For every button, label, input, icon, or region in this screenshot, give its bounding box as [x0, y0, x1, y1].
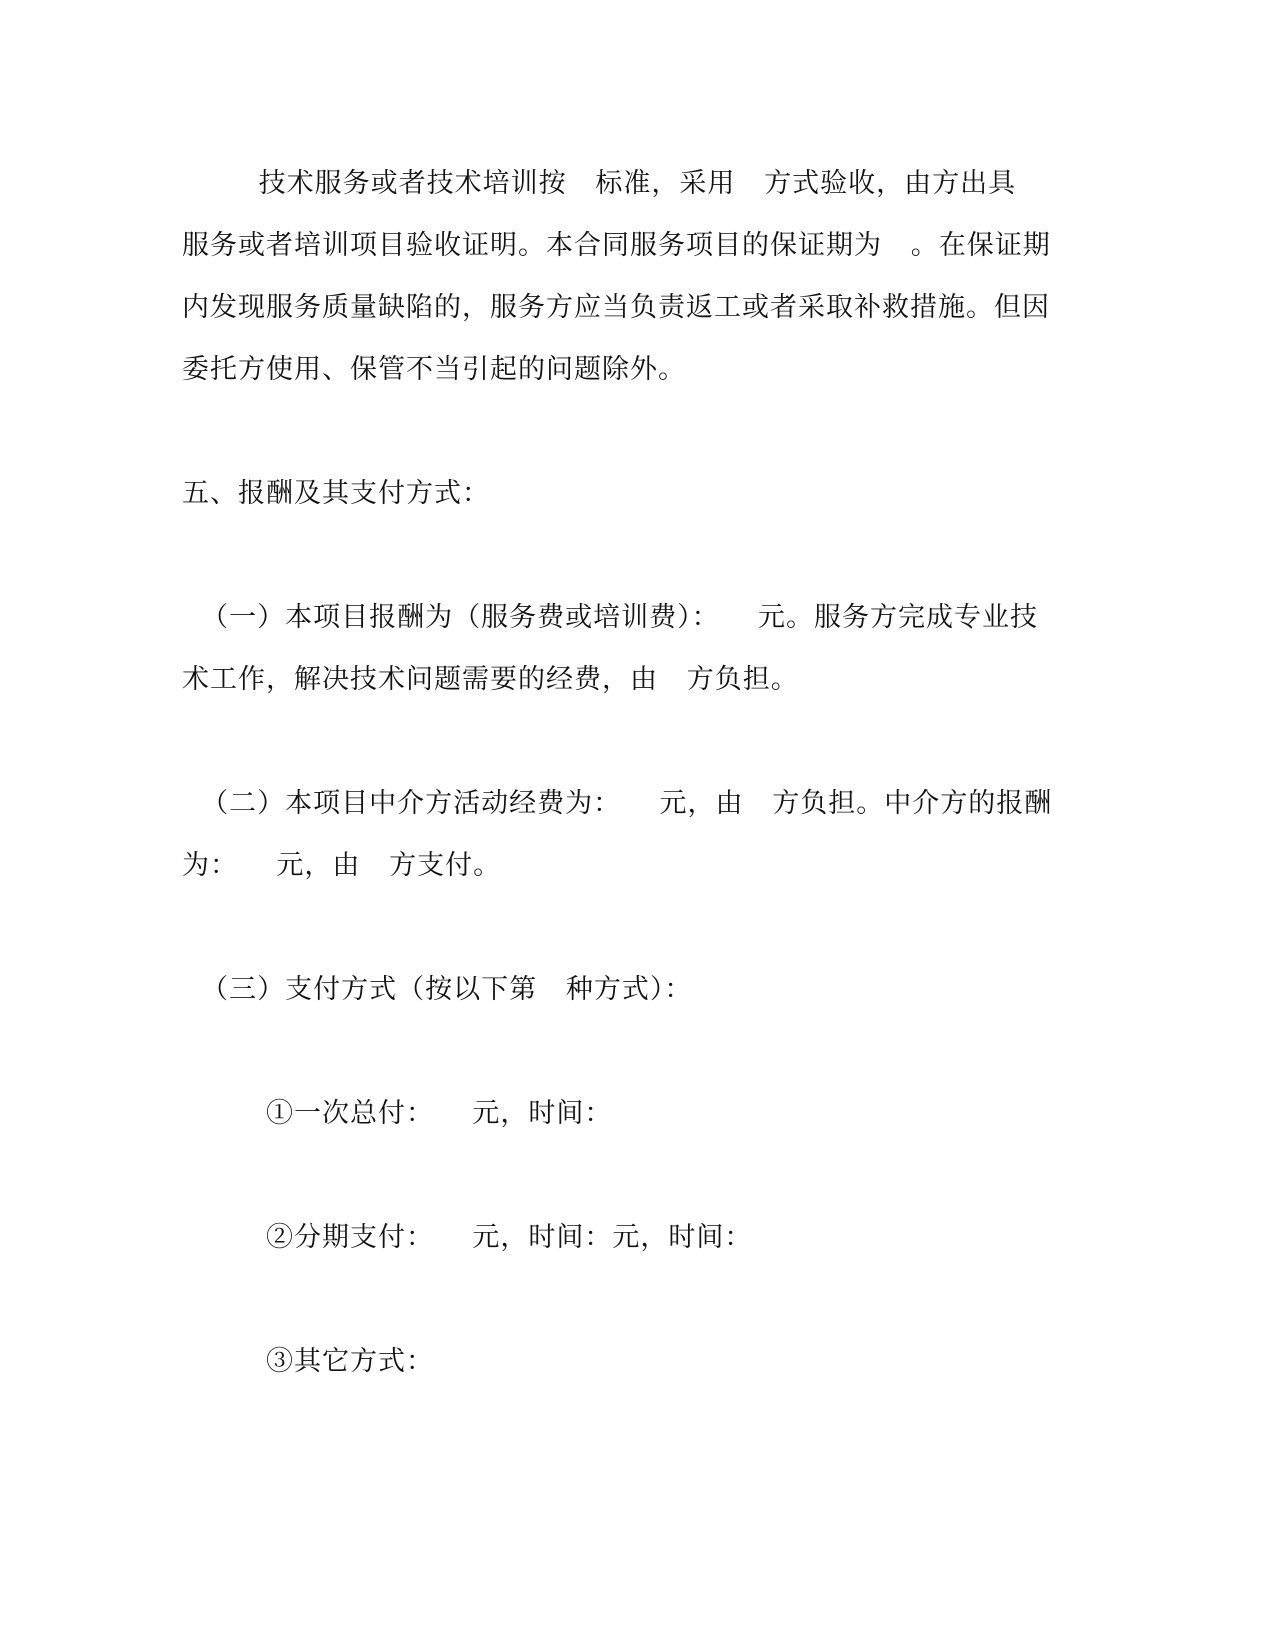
item1-line1: （一）本项目报酬为（服务费或培训费）： 元。服务方完成专业技: [182, 602, 1038, 633]
para1-line1: 技术服务或者技术培训按 标准，采用 方式验收，由方出具: [182, 168, 1017, 199]
item3-line: （三）支付方式（按以下第 种方式）：: [182, 974, 693, 1005]
section-heading: 五、报酬及其支付方式：: [182, 478, 490, 509]
payment-option-1: ①一次总付： 元，时间：: [266, 1098, 613, 1129]
para1-line2: 服务或者培训项目验收证明。本合同服务项目的保证期为 。在保证期: [182, 230, 1051, 261]
para1-line3: 内发现服务质量缺陷的，服务方应当负责返工或者采取补救措施。但因: [182, 292, 1050, 323]
para1-line4: 委托方使用、保管不当引起的问题除外。: [182, 354, 686, 385]
payment-option-2: ②分期支付： 元，时间：元，时间：: [266, 1222, 753, 1253]
payment-option-3: ③其它方式：: [266, 1346, 434, 1377]
item2-line1: （二）本项目中介方活动经费为： 元，由 方负担。中介方的报酬: [182, 788, 1053, 819]
item2-line2: 为： 元，由 方支付。: [182, 850, 502, 881]
item1-line2: 术工作，解决技术问题需要的经费，由 方负担。: [182, 664, 799, 695]
